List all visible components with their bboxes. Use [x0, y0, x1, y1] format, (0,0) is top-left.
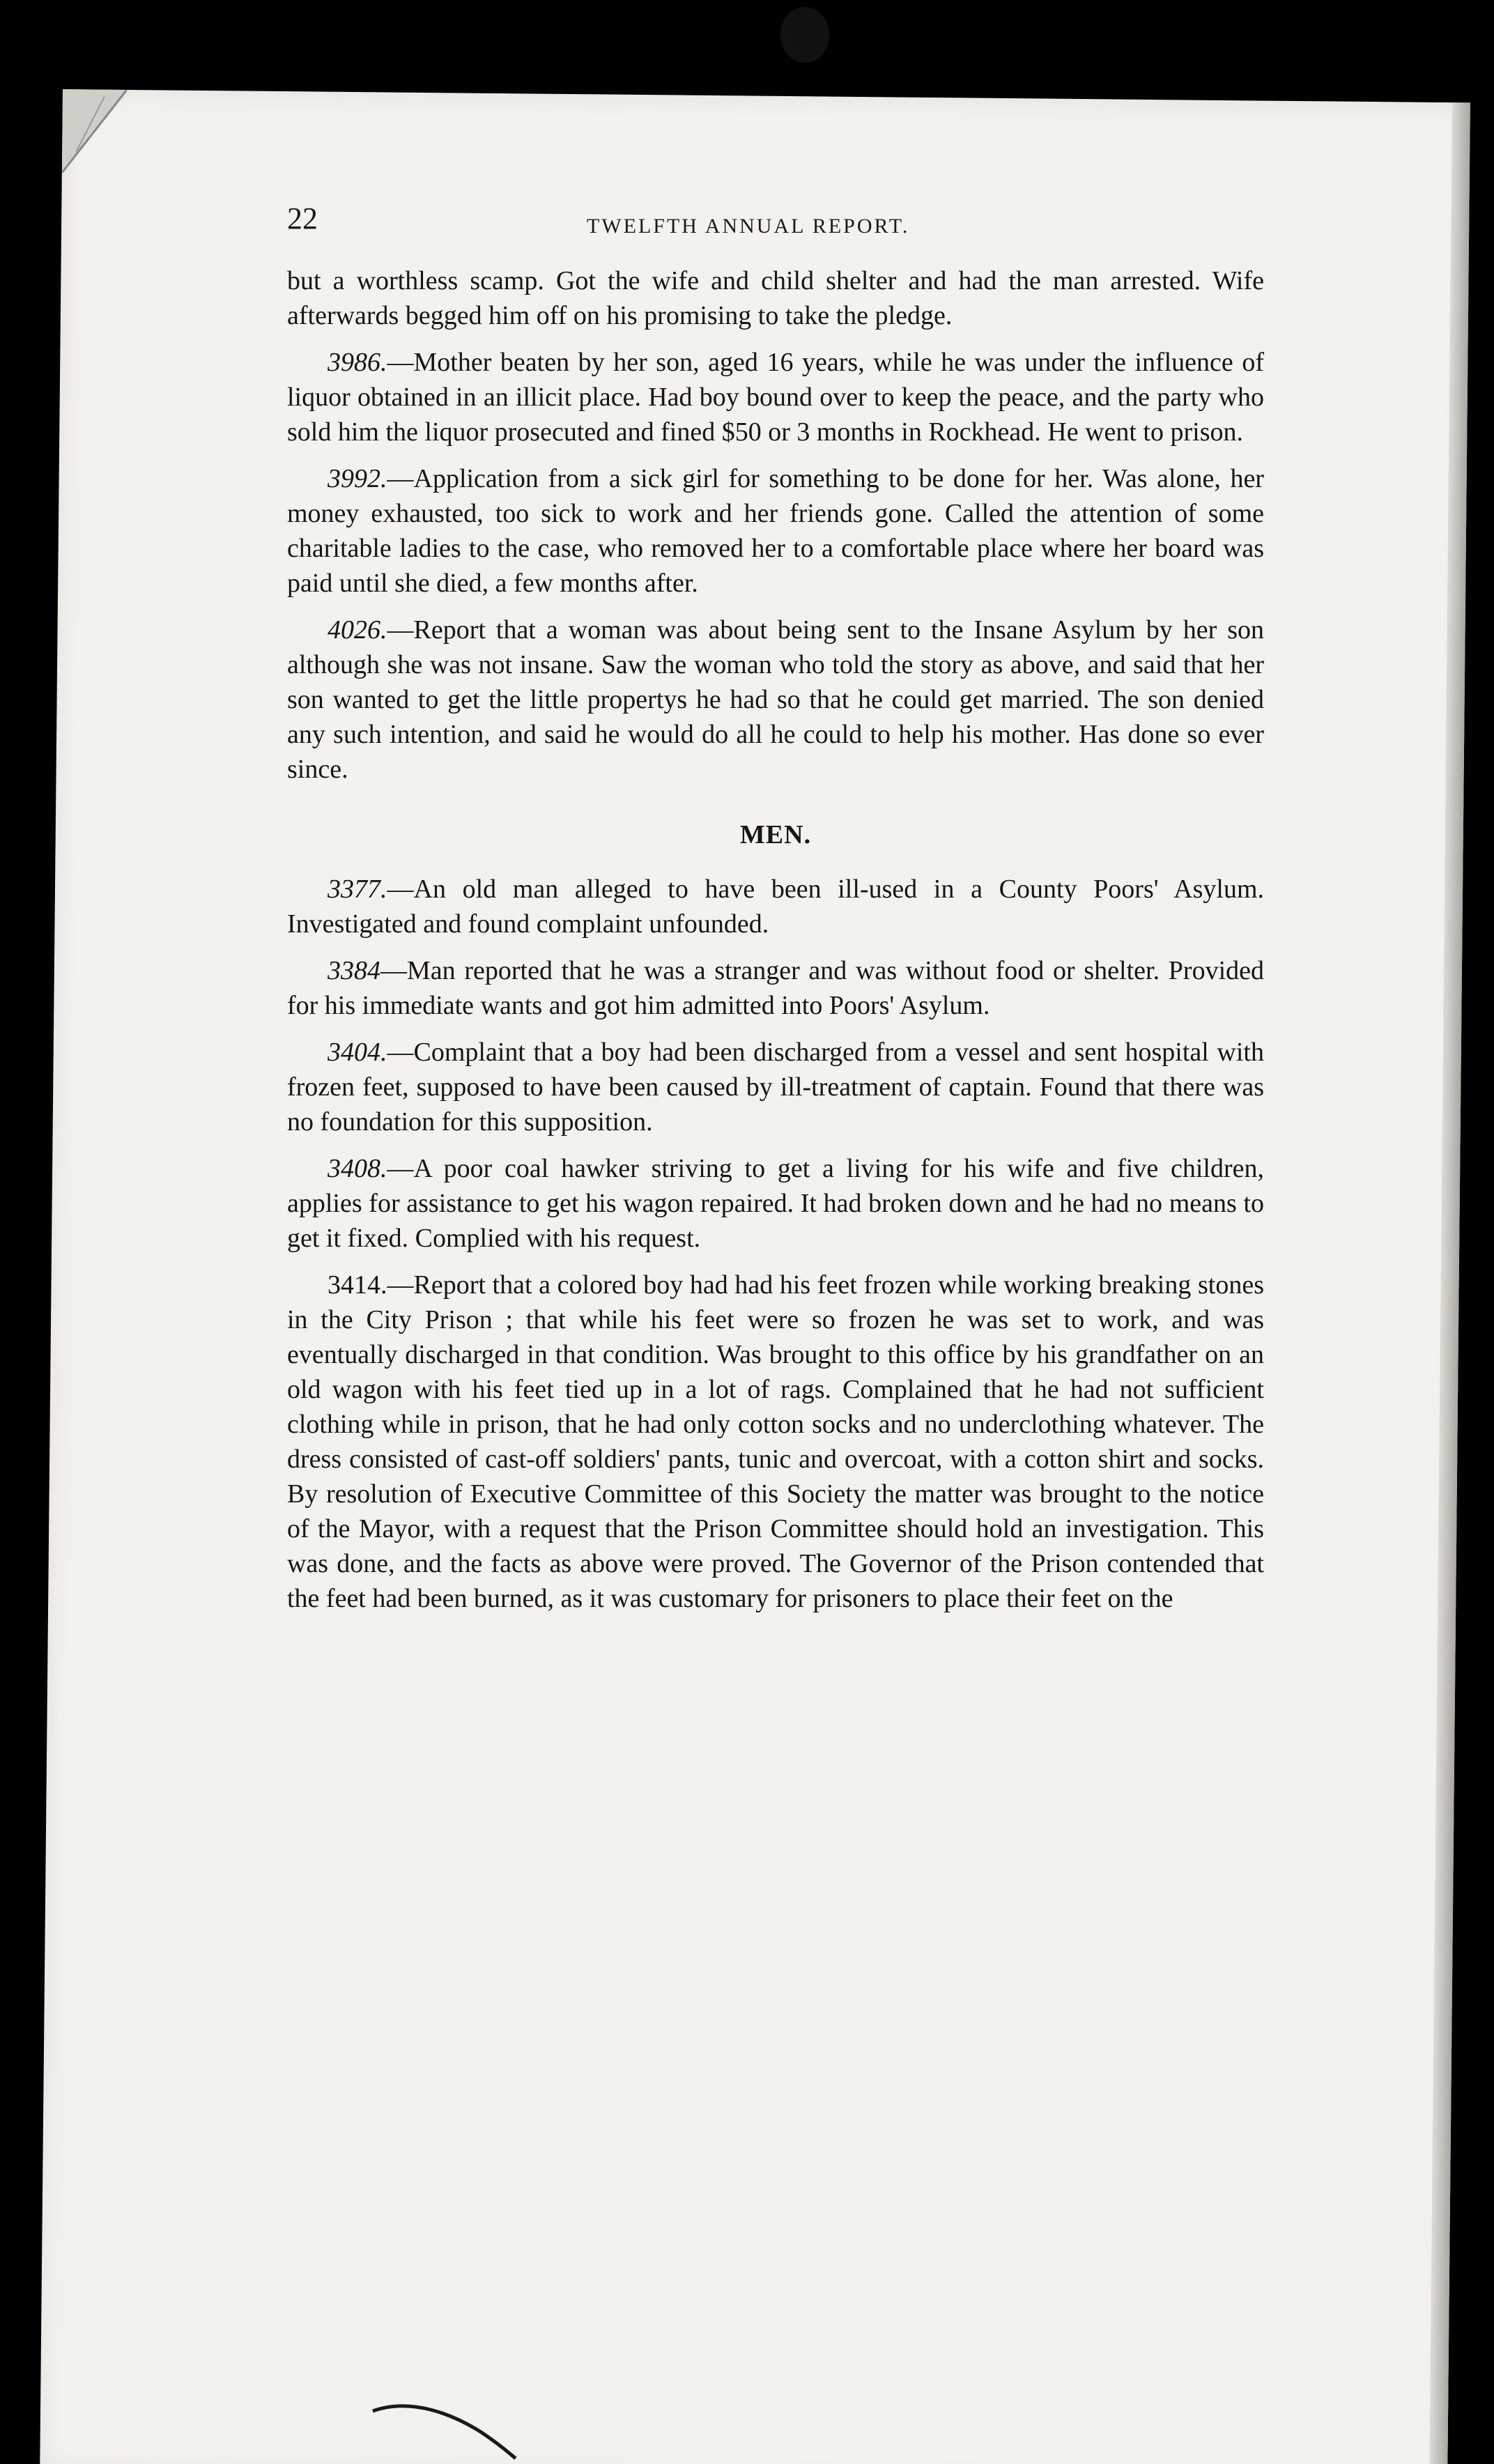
case-number: 3408.: [328, 1154, 387, 1183]
case-number: 3404.: [328, 1038, 387, 1067]
case-number: 3384: [328, 956, 380, 985]
paragraph-text: —Report that a colored boy had had his feet frozen while working breaking stones in the City Prison ; that while his feet were so frozen he was set to work, and was eventually discharged in that condition. Was brought to this office by his grandfather on an old wagon with his feet tied up in a lot of rags. Complained that he had not sufficient clothing while in prison, that he had only cotton socks and no underclothing whatever. The dress consisted of cast-off soldiers' pants, tunic and overcoat, with a cotton shirt and socks. By resolution of Executive Committee of this Society the matter was brought to the notice of the Mayor, with a request that the Prison Committee should hold an investigation. This was done, and the facts as above were proved. The Governor of the Prison contended that the feet had been burned, as it was customary for prisoners to place their feet on the: [287, 1270, 1264, 1613]
paragraph-text: —A poor coal hawker striving to get a living for his wife and five children, applies for assistance to get his wagon repaired. It had broken down and he had no means to get it fixed. Complied with his request.: [287, 1154, 1264, 1253]
paragraph: [287, 1035, 1264, 1139]
page-number: 22: [287, 201, 318, 236]
paragraph: [287, 263, 1264, 333]
case-number: 3377.: [328, 875, 387, 904]
paragraph-text: —Complaint that a boy had been discharged from a vessel and sent hospital with frozen feet, supposed to have been caused by ill-treatment of captain. Found that there was no foundation for this supposition.: [287, 1038, 1264, 1137]
paragraph: [287, 953, 1264, 1023]
paragraph-text: —Application from a sick girl for something to be done for her. Was alone, her money exhausted, too sick to work and her friends gone. Called the attention of some charitable ladies to the case, who removed her to a comfortable place where her board was paid until she died, a few months after.: [287, 464, 1264, 598]
paragraph-text: but a worthless scamp. Got the wife and child shelter and had the man arrested. Wife afterwards begged him off on his promising to take the pledge.: [287, 266, 1264, 330]
case-number: 3992.: [328, 464, 387, 493]
stray-mark: [369, 2397, 523, 2460]
paragraph-text: —Report that a woman was about being sent to the Insane Asylum by her son although she was not insane. Saw the woman who told the story as above, and said that her son wanted to get the little propertys he had so that he could get married. The son denied any such intention, and said he would do all he could to help his mother. Has done so ever since.: [287, 615, 1264, 784]
paragraph: [287, 872, 1264, 941]
paragraph: [287, 1151, 1264, 1256]
paragraph-text: —Man reported that he was a stranger and was without food or shelter. Provided for his immediate wants and got him admitted into Poors' Asylum.: [287, 956, 1264, 1020]
case-number: 3414.: [328, 1270, 387, 1300]
section-heading: MEN.: [739, 820, 812, 849]
paragraph-text: —An old man alleged to have been ill-used in a County Poors' Asylum. Investigated and found complaint unfounded.: [287, 875, 1264, 939]
running-head: TWELFTH ANNUAL REPORT.: [587, 215, 910, 238]
paragraph-text: —Mother beaten by her son, aged 16 years, while he was under the influence of liquor obtained in an illicit place. Had boy bound over to keep the peace, and the party who sold him the liquor prosecuted and fined $50 or 3 months in Rockhead. He went to prison.: [287, 348, 1264, 447]
case-number: 4026.: [328, 615, 387, 645]
paragraph: [287, 461, 1264, 601]
folded-corner-icon: [62, 89, 127, 174]
paragraph: [287, 1268, 1264, 1616]
page-header: [287, 201, 1291, 256]
paragraph: [287, 345, 1264, 449]
page-edge: [1429, 102, 1470, 2464]
case-number: 3986.: [328, 348, 387, 377]
scan-speck: [780, 7, 829, 63]
page-body: [287, 263, 1264, 1628]
paragraph: [287, 613, 1264, 787]
